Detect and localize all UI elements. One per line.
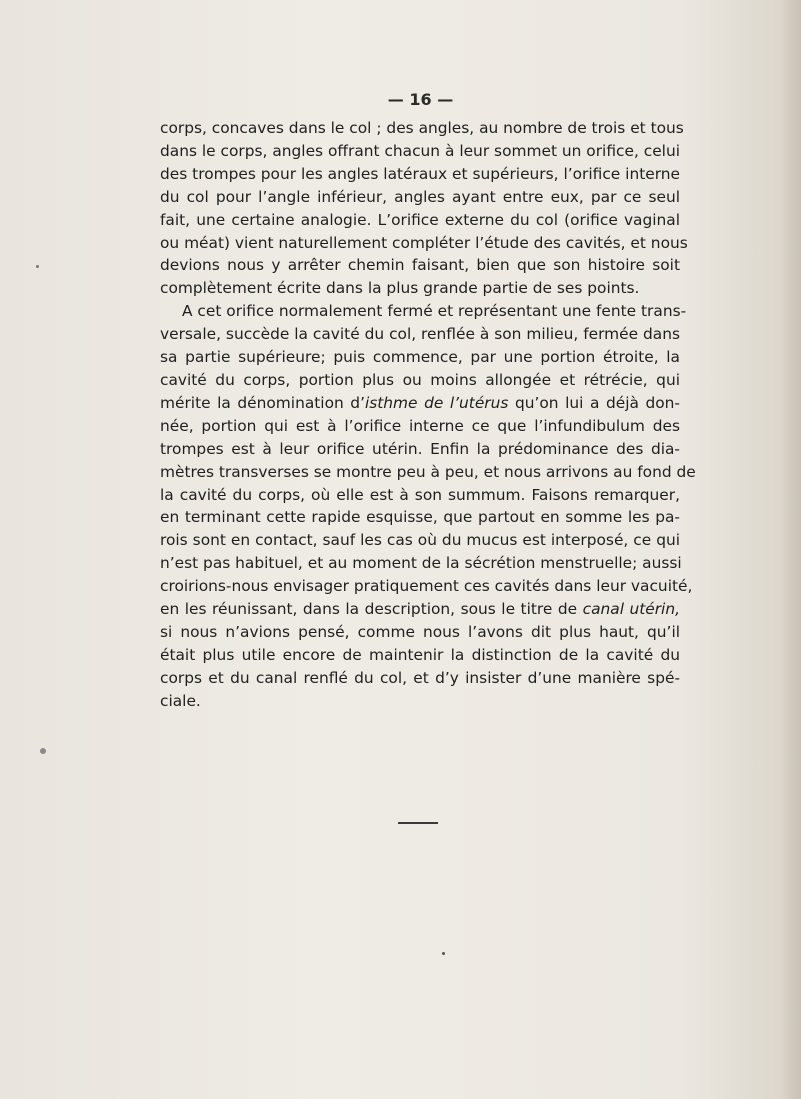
text-line: versale, succède la cavité du col, renflée à son milieu, fermée dans xyxy=(160,325,680,344)
text-line: si nous n’avions pensé, comme nous l’avons dit plus haut, qu’il xyxy=(160,622,680,641)
text-line: A cet orifice normalement fermé et représentant une fente trans- xyxy=(182,302,687,321)
text-line: ciale. xyxy=(160,691,201,710)
text-line: fait, une certaine analogie. L’orifice externe du col (orifice vaginal xyxy=(160,210,680,229)
text-line: du col pour l’angle inférieur, angles ayant entre eux, par ce seul xyxy=(160,187,680,206)
text-line: ou méat) vient naturellement compléter l’étude des cavités, et nous xyxy=(160,233,688,252)
text-line: complètement écrite dans la plus grande partie de ses points. xyxy=(160,279,640,298)
paper-speck xyxy=(442,952,445,955)
text-line: rois sont en contact, sauf les cas où du mucus est interposé, ce qui xyxy=(160,531,680,550)
text-line: mètres transverses se montre peu à peu, et nous arrivons au fond de xyxy=(160,462,696,481)
italic-term: canal utérin, xyxy=(582,600,680,619)
text-line-italic-isthme: mérite la dénomination d’isthme de l’utérus qu’on lui a déjà don- xyxy=(160,393,680,412)
text-line: trompes est à leur orifice utérin. Enfin la prédominance des dia- xyxy=(160,439,680,458)
text-line: en terminant cette rapide esquisse, que partout en somme les pa- xyxy=(160,508,680,527)
body-text xyxy=(160,117,696,713)
section-divider xyxy=(398,822,438,824)
text-line: des trompes pour les angles latéraux et supérieurs, l’orifice interne xyxy=(160,164,680,183)
italic-term: isthme de l’utérus xyxy=(364,393,509,412)
paper-speck xyxy=(36,265,39,268)
text-line: n’est pas habituel, et au moment de la sécrétion menstruelle; aussi xyxy=(160,554,682,573)
page-number: — 16 — xyxy=(387,90,454,109)
text-line: dans le corps, angles offrant chacun à leur sommet un orifice, celui xyxy=(160,141,680,160)
text-line-italic-canal: en les réunissant, dans la description, sous le titre de canal utérin, xyxy=(160,600,680,619)
text-line: corps, concaves dans le col ; des angles, au nombre de trois et tous xyxy=(160,119,684,137)
text-line: la cavité du corps, où elle est à son summum. Faisons remarquer, xyxy=(160,485,680,504)
page-edge-shadow xyxy=(779,0,801,1099)
text-line: sa partie supérieure; puis commence, par une portion étroite, la xyxy=(160,348,680,367)
text-line: était plus utile encore de maintenir la distinction de la cavité du xyxy=(160,645,680,664)
text-line: corps et du canal renflé du col, et d’y insister d’une manière spé- xyxy=(160,668,680,687)
text-line: devions nous y arrêter chemin faisant, bien que son histoire soit xyxy=(160,256,680,275)
paper-speck xyxy=(40,748,46,754)
text-line: cavité du corps, portion plus ou moins allongée et rétrécie, qui xyxy=(160,370,680,389)
text-line: née, portion qui est à l’orifice interne ce que l’infundibulum des xyxy=(160,416,680,435)
text-line: croirions-nous envisager pratiquement ces cavités dans leur vacuité, xyxy=(160,577,693,596)
